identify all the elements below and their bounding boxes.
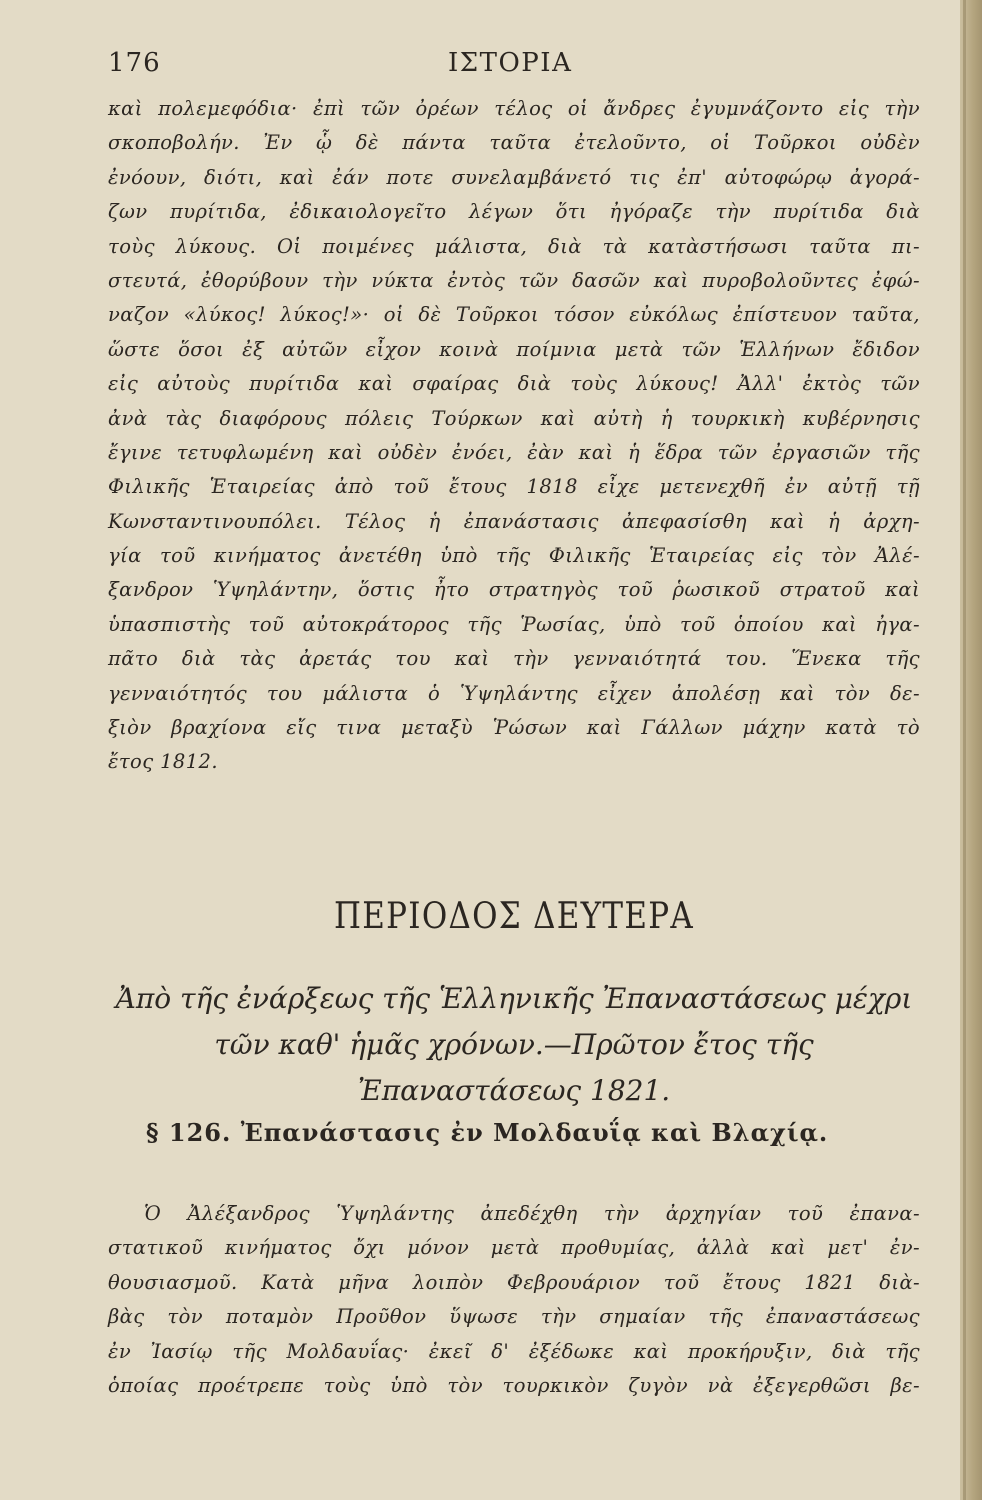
section-paragraph [108,1197,920,1403]
running-head: ΙΣΤΟΡΙΑ [448,48,573,78]
text-line: ἔτος 1812. [108,750,218,774]
page-number: 176 [108,48,161,78]
subtitle-line: τῶν καθ' ἡμᾶς χρόνων.—Πρῶτον ἔτος τῆς [214,1028,814,1061]
text-line: ἐνόουν, διότι, καὶ ἐάν ποτε συνελαμβάνετό τις ἐπ' αὐτοφώρῳ ἀγορά- [108,165,920,189]
text-line: πᾶτο διὰ τὰς ἀρετάς του καὶ τὴν γενναιότητά του. Ἕνεκα τῆς [108,647,920,671]
text-line: εἰς αὐτοὺς πυρίτιδα καὶ σφαίρας διὰ τοὺς λύκους! Ἀλλ' ἐκτὸς τῶν [108,372,920,396]
text-line: ναζον «λύκος! λύκος!»· οἱ δὲ Τοῦρκοι τόσον εὐκόλως ἐπίστευον ταῦτα, [108,303,920,327]
text-line: στευτά, ἐθορύβουν τὴν νύκτα ἐντὸς τῶν δασῶν καὶ πυροβολοῦντες ἐφώ- [108,268,920,292]
text-line: ὥστε ὅσοι ἐξ αὐτῶν εἶχον κοινὰ ποίμνια μετὰ τῶν Ἑλλήνων ἔδιδον [108,337,920,361]
text-line: βὰς τὸν ποταμὸν Προῦθον ὕψωσε τὴν σημαίαν τῆς ἐπαναστάσεως [108,1305,920,1329]
text-line: τοὺς λύκους. Οἱ ποιμένες μάλιστα, διὰ τὰ κατὰστήσωσι ταῦτα πι- [108,234,920,258]
text-line: ξανδρον Ὑψηλάντην, ὅστις ἦτο στρατηγὸς τοῦ ῥωσικοῦ στρατοῦ καὶ [108,578,920,602]
text-line: γία τοῦ κινήματος ἀνετέθη ὑπὸ τῆς Φιλικῆς Ἑταιρείας εἰς τὸν Ἀλέ- [108,544,920,568]
top-paragraph [108,92,920,780]
text-line: ἔγινε τετυφλωμένη καὶ οὐδὲν ἐνόει, ἐὰν καὶ ἡ ἕδρα τῶν ἐργασιῶν τῆς [108,440,920,464]
text-line: ξιὸν βραχίονα εἴς τινα μεταξὺ Ῥώσων καὶ Γάλλων μάχην κατὰ τὸ [108,716,920,740]
text-line: Κωνσταντινουπόλει. Τέλος ἡ ἐπανάστασις ἀπεφασίσθη καὶ ἡ ἀρχη- [108,509,920,533]
text-line: ὁποίας προέτρεπε τοὺς ὑπὸ τὸν τουρκικὸν ζυγὸν νὰ ἐξεγερθῶσι βε- [108,1373,920,1397]
text-line: θουσιασμοῦ. Κατὰ μῆνα λοιπὸν Φεβρουάριον τοῦ ἔτους 1821 διὰ- [108,1270,920,1294]
part-title: ΠΕΡΙΟΔΟΣ ΔΕΥΤΕΡΑ [334,896,694,937]
subtitle-line: Ἐπαναστάσεως 1821. [357,1074,671,1107]
text-line: ζων πυρίτιδα, ἐδικαιολογεῖτο λέγων ὅτι ἠγόραζε τὴν πυρίτιδα διὰ [108,200,920,224]
text-line: Ὁ Ἀλέξανδρος Ὑψηλάντης ἀπεδέχθη τὴν ἀρχηγίαν τοῦ ἐπανα- [144,1202,920,1225]
text-line: καὶ πολεμεφόδια· ἐπὶ τῶν ὀρέων τέλος οἱ ἄνδρες ἐγυμνάζοντο εἰς τὴν [108,97,920,120]
text-line: στατικοῦ κινήματος ὄχι μόνον μετὰ προθυμίας, ἀλλὰ καὶ μετ' ἐν- [108,1236,920,1260]
text-line: ἐν Ἰασίῳ τῆς Μολδαυΐας· ἐκεῖ δ' ἐξέδωκε καὶ προκήρυξιν, διὰ τῆς [108,1339,920,1363]
text-line: γενναιότητός του μάλιστα ὁ Ὑψηλάντης εἶχεν ἀπολέσῃ καὶ τὸν δε- [108,681,920,705]
section-heading: § 126. Ἐπανάστασις ἐν Μολδαυΐᾳ καὶ Βλαχίᾳ. [146,1118,829,1147]
part-subtitle [108,976,920,1114]
subtitle-line: Ἀπὸ τῆς ἐνάρξεως τῆς Ἑλληνικῆς Ἐπαναστάσεως μέχρι [115,982,913,1015]
binding-shadow-line [963,0,966,1500]
text-line: ὑπασπιστὴς τοῦ αὐτοκράτορος τῆς Ῥωσίας, ὑπὸ τοῦ ὁποίου καὶ ἠγα- [108,612,920,636]
text-line: ἀνὰ τὰς διαφόρους πόλεις Τούρκων καὶ αὐτὴ ἡ τουρκικὴ κυβέρνησις [108,406,920,430]
page-header [108,48,928,88]
text-line: Φιλικῆς Ἑταιρείας ἀπὸ τοῦ ἔτους 1818 εἶχε μετενεχθῆ ἐν αὐτῇ τῇ [108,475,920,499]
text-line: σκοποβολήν. Ἐν ᾧ δὲ πάντα ταῦτα ἐτελοῦντο, οἱ Τοῦρκοι οὐδὲν [108,131,920,155]
